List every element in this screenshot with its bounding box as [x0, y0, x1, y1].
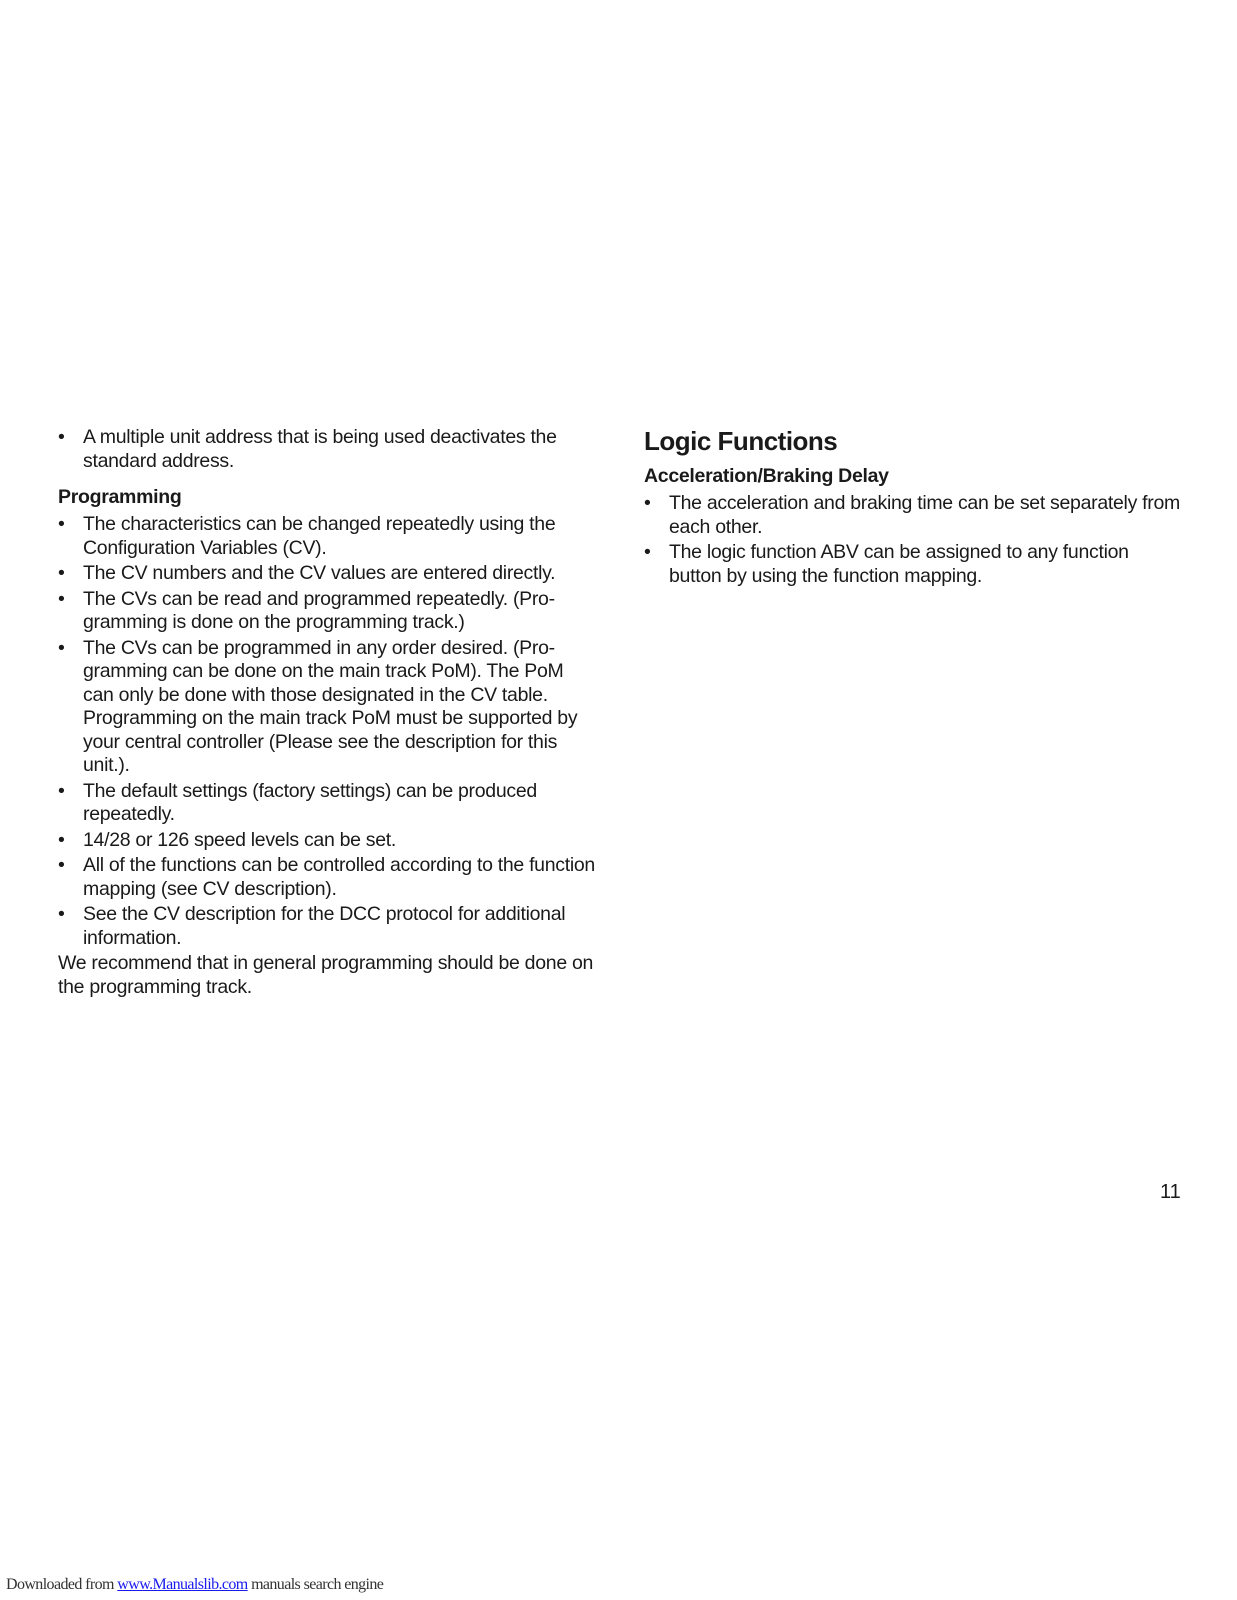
- list-item: • See the CV description for the DCC protocol for additional information.: [58, 903, 566, 949]
- section-title: Logic Functions: [644, 426, 838, 456]
- list-item: • The characteristics can be changed repeatedly using the Configuration Variables (CV).: [58, 513, 556, 559]
- programming-list: [58, 513, 598, 950]
- list-item: • 14/28 or 126 speed levels can be set.: [58, 828, 397, 851]
- bullet: •: [58, 513, 65, 535]
- bullet: •: [58, 587, 65, 610]
- list-item: • The acceleration and braking time can be set separately from each other.: [644, 492, 1180, 538]
- list-item: • The CVs can be programmed in any order desired. (Pro-gramming can be done on the main track PoM). The PoM can only be done with those designated in the CV table. Programming on the main track PoM must be supported by your central controller (Please see the description for this unit.).: [58, 636, 578, 776]
- page-number: 11: [1160, 1181, 1181, 1203]
- bullet: •: [58, 562, 65, 584]
- programming-heading: Programming: [58, 486, 182, 508]
- bullet: •: [58, 903, 65, 925]
- bullet: •: [58, 426, 65, 448]
- list-item: • All of the functions can be controlled according to the function mapping (see CV description).: [58, 854, 595, 900]
- bullet: •: [644, 541, 651, 563]
- footer-suffix: manuals search engine: [251, 1576, 384, 1593]
- section-subheading: Acceleration/Braking Delay: [644, 465, 889, 487]
- bullet: •: [58, 828, 65, 851]
- recommendation-text: We recommend that in general programming should be done on the programming track.: [58, 952, 594, 998]
- list-item: • The logic function ABV can be assigned to any function button by using the function mapping.: [644, 541, 1129, 587]
- bullet: •: [644, 492, 651, 514]
- list-item: • A multiple unit address that is being used deactivates the standard address.: [58, 426, 557, 472]
- right-column: [644, 426, 1184, 590]
- bullet: •: [58, 636, 65, 659]
- bullet: •: [58, 854, 65, 876]
- list-item: • The CV numbers and the CV values are entered directly.: [58, 562, 556, 584]
- download-footer: [6, 1575, 383, 1595]
- bullet: •: [58, 779, 65, 802]
- left-column: [58, 426, 598, 999]
- list-item: • The default settings (factory settings) can be produced repeatedly.: [58, 779, 537, 825]
- list-item: • The CVs can be read and programmed repeatedly. (Pro-gramming is done on the programming track.): [58, 587, 555, 633]
- manualslib-link[interactable]: www.Manualslib.com: [117, 1576, 248, 1593]
- footer-prefix: Downloaded from: [6, 1576, 114, 1593]
- intro-list: [58, 426, 598, 473]
- logic-functions-list: [644, 492, 1184, 588]
